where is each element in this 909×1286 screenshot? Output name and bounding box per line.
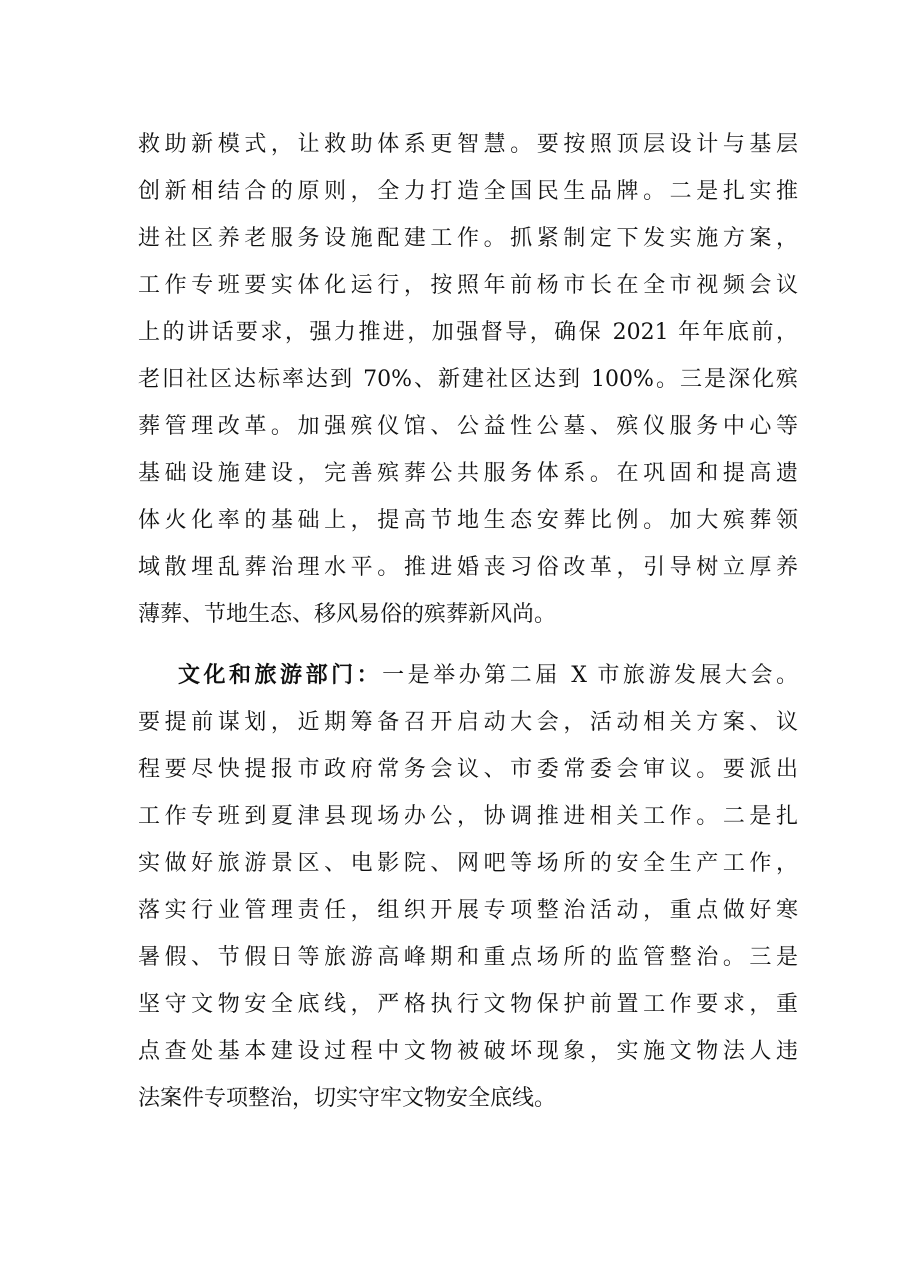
- paragraph-line: 暑假、节假日等旅游高峰期和重点场所的监管整治。三是: [138, 945, 798, 970]
- paragraph-civil-affairs: [138, 121, 798, 638]
- paragraph-line: 要提前谋划，近期筹备召开启动大会，活动相关方案、议: [138, 710, 798, 735]
- paragraph-line: 葬管理改革。加强殡仪馆、公益性公墓、殡仪服务中心等: [138, 414, 798, 439]
- paragraph-line: 体火化率的基础上，提高节地生态安葬比例。加大殡葬领: [138, 508, 798, 533]
- paragraph-line: 法案件专项整治，切实守牢文物安全底线。: [138, 1086, 557, 1111]
- paragraph-line: 老旧社区达标率达到 70%、新建社区达到 100%。三是深化殡: [138, 367, 798, 392]
- section-heading: 文化和旅游部门：: [178, 662, 383, 688]
- paragraph-line: 薄葬、节地生态、移风易俗的殡葬新风尚。: [138, 602, 557, 627]
- paragraph-line: 基础设施建设，完善殡葬公共服务体系。在巩固和提高遗: [138, 461, 798, 486]
- paragraph-line-rest: 一是举办第二届 X 市旅游发展大会。: [382, 663, 798, 688]
- paragraph-line: 进社区养老服务设施配建工作。抓紧制定下发实施方案，: [138, 226, 798, 251]
- paragraph-line: 域散埋乱葬治理水平。推进婚丧习俗改革，引导树立厚养: [138, 555, 798, 580]
- paragraph-first-line: [138, 652, 798, 699]
- paragraph-line: 工作专班到夏津县现场办公，协调推进相关工作。二是扎: [138, 804, 798, 829]
- paragraph-line: 救助新模式，让救助体系更智慧。要按照顶层设计与基层: [138, 132, 798, 157]
- paragraph-line: 点查处基本建设过程中文物被破坏现象，实施文物法人违: [138, 1039, 798, 1064]
- paragraph-line: 创新相结合的原则，全力打造全国民生品牌。二是扎实推: [138, 179, 798, 204]
- paragraph-line: 程要尽快提报市政府常务会议、市委常委会审议。要派出: [138, 757, 798, 782]
- paragraph-line: 上的讲话要求，强力推进，加强督导，确保 2021 年年底前，: [138, 320, 798, 345]
- paragraph-culture-tourism: [138, 652, 798, 1122]
- paragraph-line: 落实行业管理责任，组织开展专项整治活动，重点做好寒: [138, 898, 798, 923]
- paragraph-line: 坚守文物安全底线，严格执行文物保护前置工作要求，重: [138, 992, 798, 1017]
- paragraph-line: 工作专班要实体化运行，按照年前杨市长在全市视频会议: [138, 273, 798, 298]
- paragraph-line: 实做好旅游景区、电影院、网吧等场所的安全生产工作，: [138, 851, 798, 876]
